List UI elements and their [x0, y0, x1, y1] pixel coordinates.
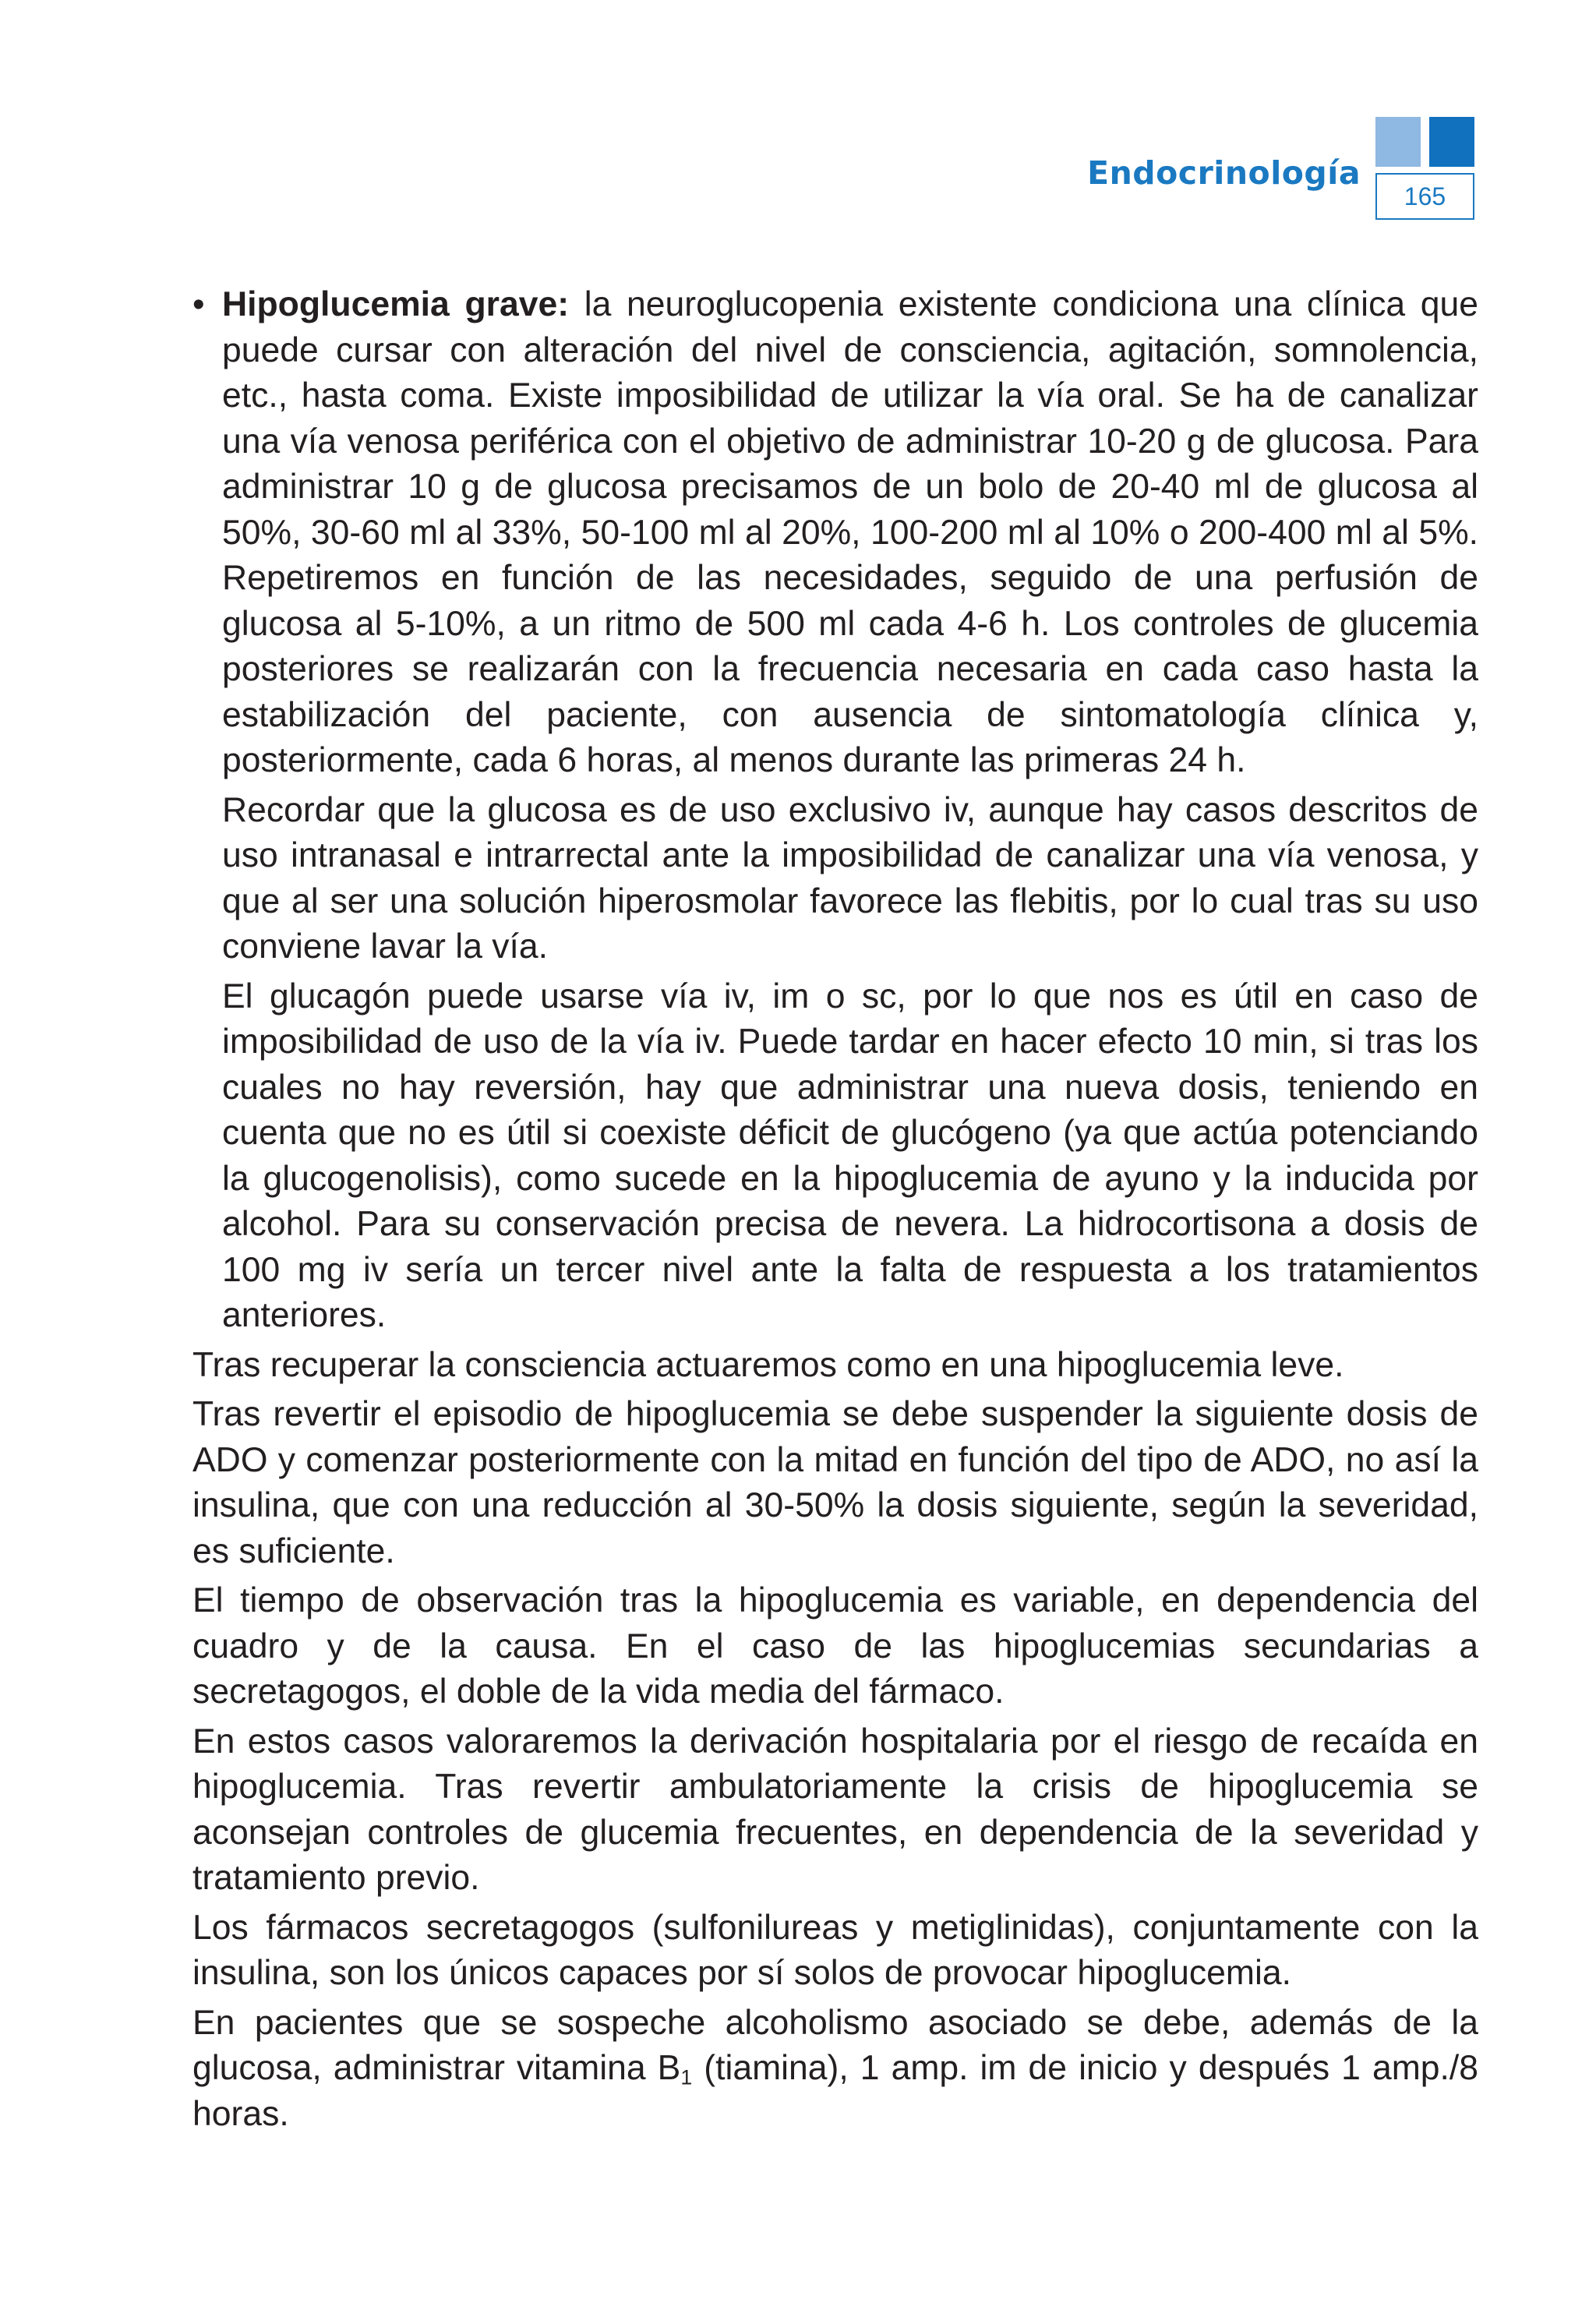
bullet-paragraph-1-text: la neuroglucopenia existente condiciona una clínica que puede cursar con alteración del nivel de consciencia, agitación, somnolencia, etc., hasta coma. Existe imposibilidad de utilizar la vía oral. Se ha de canalizar una vía venosa periférica con el objetivo de administrar 10-20 g de glucosa. Para administrar 10 g de glucosa precisamos de un bolo de 20-40 ml de glucosa al 50%, 30-60 ml al 33%, 50-100 ml al 20%, 100-200 ml al 10% o 200-400 ml al 5%. Repetiremos en función de las necesidades, seguido de una perfusión de glucosa al 5-10%, a un ritmo de 500 ml cada 4-6 h. Los controles de glucemia posteriores se realizarán con la frecuencia necesaria en cada caso hasta la estabilización del paciente, con ausencia de sintomatología clínica y, posteriormente, cada 6 horas, al menos durante las primeras 24 h.: [222, 285, 1478, 779]
page-number: 165: [1375, 173, 1474, 220]
bullet-paragraph-3: El glucagón puede usarse vía iv, im o sc, por lo que nos es útil en caso de imposibilidad de uso de la vía iv. Puede tardar en hacer efecto 10 min, si tras los cuales no hay reversión, hay que administrar una nueva dosis, teniendo en cuenta que no es útil si coexiste déficit de glucógeno (ya que actúa potenciando la glucogenolisis), como sucede en la hipoglucemia de ayuno y la inducida por alcohol. Para su conservación precisa de nevera. La hidrocortisona a dosis de 100 mg iv sería un tercer nivel ante la falta de respuesta a los tratamientos anteriores.: [222, 977, 1478, 1334]
paragraph: En estos casos valoraremos la derivación hospitalaria por el riesgo de recaída en hipoglucemia. Tras revertir ambulatoriamente la crisis de hipoglucemia se aconsejan controles de glucemia frecuentes, en dependencia de la severidad y tratamiento previo.: [192, 1722, 1478, 1897]
paragraph: Tras recuperar la consciencia actuaremos como en una hipoglucemia leve.: [192, 1345, 1344, 1384]
vitamin-subscript: 1: [680, 2065, 693, 2089]
page-header: [0, 0, 1596, 234]
bullet-term: Hipoglucemia grave:: [222, 285, 570, 323]
header-square-light: [1375, 117, 1421, 167]
section-title: Endocrinología: [1087, 154, 1361, 192]
paragraph: El tiempo de observación tras la hipoglucemia es variable, en dependencia del cuadro y de la causa. En el caso de las hipoglucemias secundarias a secretagogos, el doble de la vida media del fármaco.: [192, 1581, 1478, 1711]
paragraph-last-text-b: (tiamina), 1 amp. im de inicio y después 1 amp./8 horas.: [192, 2049, 1478, 2133]
bullet-paragraph-2: Recordar que la glucosa es de uso exclusivo iv, aunque hay casos descritos de uso intranasal e intrarrectal ante la imposibilidad de canalizar una vía venosa, y que al ser una solución hiperosmolar favorece las flebitis, por lo cual tras su uso conviene lavar la vía.: [222, 790, 1478, 966]
paragraph-last-text-a: En pacientes que se sospeche alcoholismo asociado se debe, además de la glucosa, administrar vitamina B: [192, 2003, 1478, 2087]
bullet-paragraph-1: [222, 282, 1478, 784]
page-body: [192, 282, 1478, 2141]
paragraph: Los fármacos secretagogos (sulfonilureas y metiglinidas), conjuntamente con la insulina, son los únicos capaces por sí solos de provocar hipoglucemia.: [192, 1908, 1478, 1992]
bullet-item-severe-hypoglycemia: [192, 282, 1478, 1339]
paragraph-last: [192, 2001, 1478, 2138]
bullet-marker: •: [192, 285, 205, 323]
header-square-dark: [1429, 117, 1474, 167]
paragraph: Tras revertir el episodio de hipoglucemia se debe suspender la siguiente dosis de ADO y comenzar posteriormente con la mitad en función del tipo de ADO, no así la insulina, que con una reducción al 30-50% la dosis siguiente, según la severidad, es suficiente.: [192, 1395, 1478, 1570]
